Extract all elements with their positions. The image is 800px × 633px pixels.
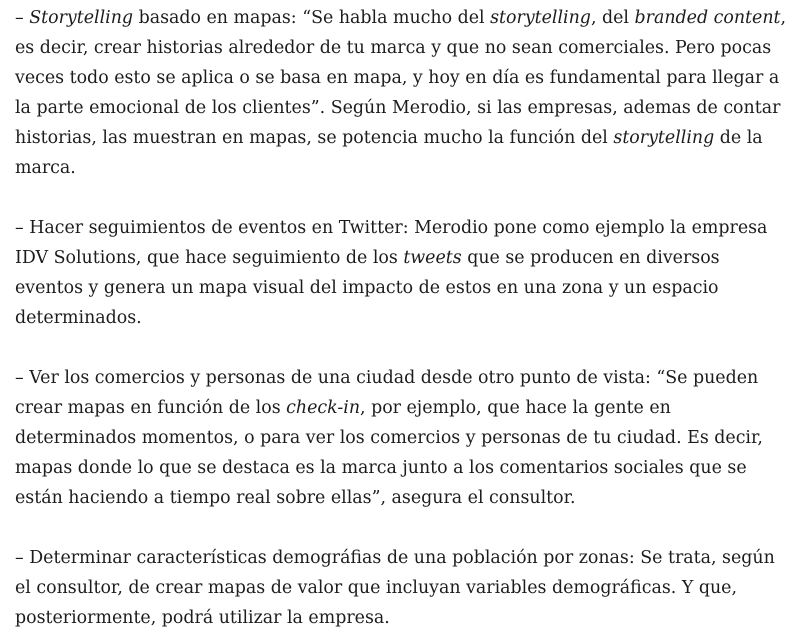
- italic-term: check-in: [286, 398, 361, 418]
- text-segment: –: [15, 8, 30, 28]
- italic-term: storytelling: [613, 128, 715, 148]
- paragraph-demografias: [15, 543, 790, 633]
- text-segment: , es decir, crear historias alrededor de tu marca y que no sean comerciales. Pero pocas veces todo esto se aplica o se basa en mapa, y hoy en día es fundamental para llegar a la parte emocional de los clientes”. Según Merodio, si las empresas, ademas de contar historias, las muestran en mapas, se potencia mucho la función del: [15, 8, 787, 148]
- text-segment: de la marca.: [15, 128, 763, 178]
- paragraph-storytelling: [15, 3, 790, 183]
- italic-term: storytelling: [490, 8, 591, 28]
- paragraph-comercios: [15, 363, 790, 513]
- paragraph-twitter: [15, 213, 790, 333]
- text-segment: , por ejemplo, que hace la gente en determinados momentos, o para ver los comercios y personas de tu ciudad. Es decir, mapas donde lo que se destaca es la marca junto a los comentarios sociales que se están haciendo a tiempo real sobre ellas”, asegura el consultor.: [15, 398, 763, 508]
- text-segment: – Ver los comercios y personas de una ciudad desde otro punto de vista: “Se pueden crear mapas en función de los: [15, 368, 759, 418]
- italic-term: branded content: [634, 8, 781, 28]
- italic-term: Storytelling: [29, 8, 134, 28]
- text-segment: que se producen en diversos eventos y genera un mapa visual del impacto de estos en una zona y un espacio determinados.: [15, 248, 720, 328]
- text-segment: basado en mapas: “Se habla mucho del: [133, 8, 491, 28]
- text-segment: – Determinar características demográfias de una población por zonas: Se trata, según el consultor, de crear mapas de valor que incluyan variables demográficas. Y que, posteriormente, podrá utilizar la empresa.: [15, 548, 775, 628]
- article-body: [15, 3, 790, 633]
- italic-term: tweets: [403, 248, 462, 268]
- text-segment: , del: [590, 8, 635, 28]
- text-segment: – Hacer seguimientos de eventos en Twitter: Merodio pone como ejemplo la empresa IDV Solutions, que hace seguimiento de los: [15, 218, 768, 268]
